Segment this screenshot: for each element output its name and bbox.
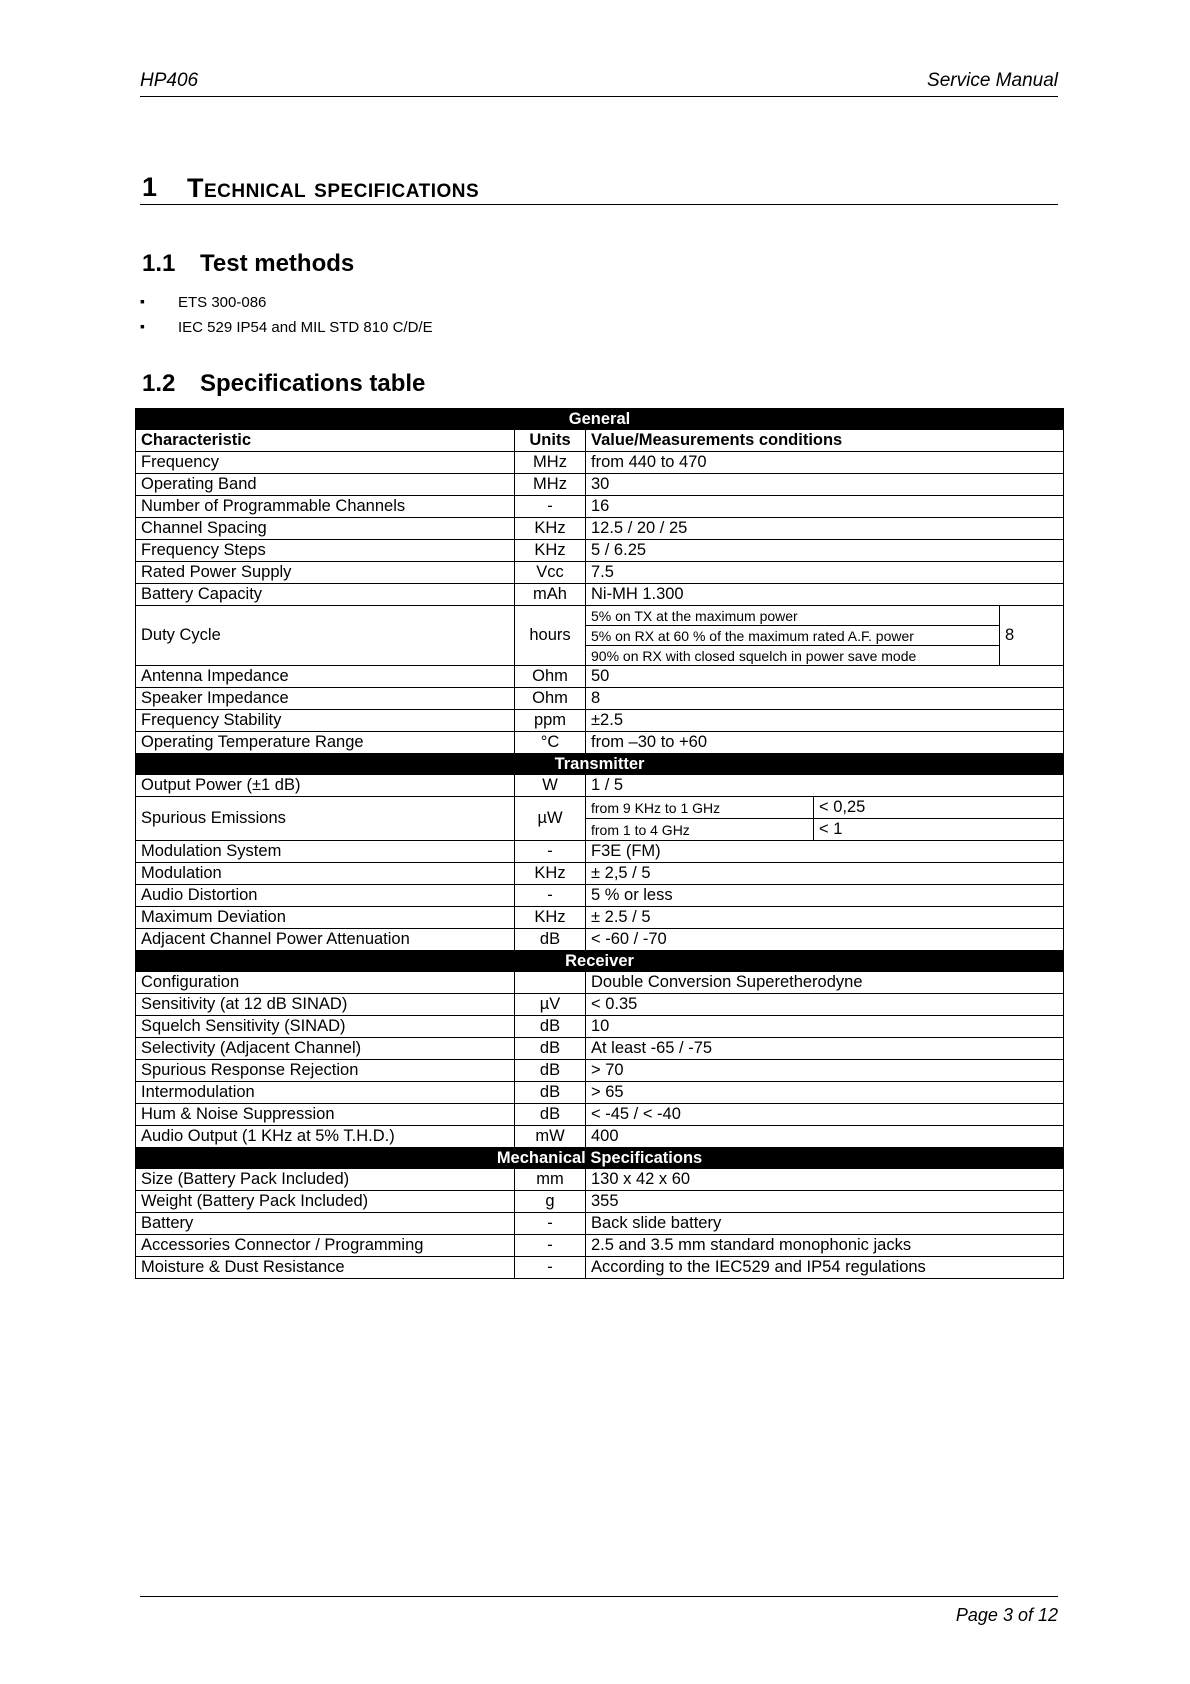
characteristic-cell: Frequency Stability	[136, 710, 515, 732]
table-row	[136, 1104, 1064, 1126]
specifications-table	[135, 408, 1064, 1279]
characteristic-cell: Audio Output (1 KHz at 5% T.H.D.)	[136, 1126, 515, 1148]
value-cell: > 70	[586, 1060, 1064, 1082]
units-cell: dB	[515, 929, 586, 951]
value-cell: 12.5 / 20 / 25	[586, 518, 1064, 540]
value-cell: 355	[586, 1191, 1064, 1213]
value-cell: Back slide battery	[586, 1213, 1064, 1235]
value-cell: 16	[586, 496, 1064, 518]
characteristic-cell: Weight (Battery Pack Included)	[136, 1191, 515, 1213]
section-row-mechanical	[136, 1148, 1064, 1169]
table-row	[136, 907, 1064, 929]
characteristic-cell: Adjacent Channel Power Attenuation	[136, 929, 515, 951]
section-row-receiver	[136, 951, 1064, 972]
column-header-value: Value/Measurements conditions	[586, 430, 1064, 452]
characteristic-cell: Audio Distortion	[136, 885, 515, 907]
page-header	[140, 70, 1058, 97]
table-row	[136, 929, 1064, 951]
table-row	[136, 710, 1064, 732]
characteristic-cell: Maximum Deviation	[136, 907, 515, 929]
units-cell: dB	[515, 1060, 586, 1082]
characteristic-cell: Squelch Sensitivity (SINAD)	[136, 1016, 515, 1038]
value-cell: 130 x 42 x 60	[586, 1169, 1064, 1191]
units-cell: W	[515, 775, 586, 797]
value-cell: 5 % or less	[586, 885, 1064, 907]
characteristic-cell: Moisture & Dust Resistance	[136, 1257, 515, 1279]
table-row	[136, 1257, 1064, 1279]
page-number: Page 3 of 12	[955, 1605, 1058, 1625]
test-methods-list	[140, 294, 433, 344]
condition-cell: 5% on TX at the maximum power	[586, 606, 1000, 626]
table-row	[136, 797, 1064, 819]
value-cell: 400	[586, 1126, 1064, 1148]
value-cell: ± 2.5 / 5	[586, 907, 1064, 929]
characteristic-cell: Number of Programmable Channels	[136, 496, 515, 518]
value-cell: from –30 to +60	[586, 732, 1064, 754]
header-doc-title: Service Manual	[927, 70, 1058, 91]
table-row	[136, 496, 1064, 518]
column-header-units: Units	[515, 430, 586, 452]
characteristic-cell: Antenna Impedance	[136, 666, 515, 688]
table-row	[136, 518, 1064, 540]
table-row	[136, 863, 1064, 885]
table-row	[136, 1169, 1064, 1191]
condition-cell: from 1 to 4 GHz	[586, 819, 814, 841]
units-cell: g	[515, 1191, 586, 1213]
section-row-transmitter-label: Transmitter	[136, 754, 1064, 775]
section-row-general: General	[136, 409, 1064, 430]
value-cell: from 440 to 470	[586, 452, 1064, 474]
table-row	[136, 1060, 1064, 1082]
table-row	[136, 1191, 1064, 1213]
units-cell: KHz	[515, 863, 586, 885]
table-row	[136, 474, 1064, 496]
value-cell: Double Conversion Superetherodyne	[586, 972, 1064, 994]
units-cell: -	[515, 1213, 586, 1235]
value-cell: ± 2,5 / 5	[586, 863, 1064, 885]
characteristic-cell: Operating Temperature Range	[136, 732, 515, 754]
table-row	[136, 885, 1064, 907]
characteristic-cell: Speaker Impedance	[136, 688, 515, 710]
table-row	[136, 688, 1064, 710]
characteristic-cell: Rated Power Supply	[136, 562, 515, 584]
table-row	[136, 562, 1064, 584]
value-cell: > 65	[586, 1082, 1064, 1104]
condition-cell: 90% on RX with closed squelch in power save mode	[586, 646, 1000, 666]
units-cell: dB	[515, 1104, 586, 1126]
characteristic-cell: Duty Cycle	[136, 606, 515, 666]
units-cell: dB	[515, 1038, 586, 1060]
units-cell: mAh	[515, 584, 586, 606]
column-header-characteristic: Characteristic	[136, 430, 515, 452]
value-cell: Ni-MH 1.300	[586, 584, 1064, 606]
units-cell: KHz	[515, 540, 586, 562]
table-row	[136, 732, 1064, 754]
table-row	[136, 972, 1064, 994]
units-cell: Ohm	[515, 666, 586, 688]
units-cell: Vcc	[515, 562, 586, 584]
value-cell: 8	[1000, 606, 1064, 666]
characteristic-cell: Size (Battery Pack Included)	[136, 1169, 515, 1191]
section-1-1-number: 1.1	[142, 250, 176, 277]
table-row	[136, 1213, 1064, 1235]
characteristic-cell: Hum & Noise Suppression	[136, 1104, 515, 1126]
section-1-2-number: 1.2	[142, 370, 176, 397]
characteristic-cell: Output Power (±1 dB)	[136, 775, 515, 797]
units-cell: KHz	[515, 518, 586, 540]
units-cell: hours	[515, 606, 586, 666]
table-row	[136, 1235, 1064, 1257]
section-row-transmitter	[136, 754, 1064, 775]
value-cell: 2.5 and 3.5 mm standard monophonic jacks	[586, 1235, 1064, 1257]
characteristic-cell: Configuration	[136, 972, 515, 994]
page-footer	[140, 1596, 1058, 1625]
value-cell: 5 / 6.25	[586, 540, 1064, 562]
characteristic-cell: Selectivity (Adjacent Channel)	[136, 1038, 515, 1060]
units-cell: -	[515, 1257, 586, 1279]
table-row	[136, 606, 1064, 626]
units-cell: -	[515, 841, 586, 863]
section-1-heading	[140, 170, 1058, 205]
characteristic-cell: Battery	[136, 1213, 515, 1235]
units-cell: MHz	[515, 452, 586, 474]
characteristic-cell: Sensitivity (at 12 dB SINAD)	[136, 994, 515, 1016]
characteristic-cell: Spurious Response Rejection	[136, 1060, 515, 1082]
value-cell: 30	[586, 474, 1064, 496]
section-1-1-title: Test methods	[200, 250, 355, 277]
table-row	[136, 584, 1064, 606]
units-cell: MHz	[515, 474, 586, 496]
condition-cell: from 9 KHz to 1 GHz	[586, 797, 814, 819]
table-row	[136, 1082, 1064, 1104]
units-cell	[515, 972, 586, 994]
list-item: ▪ ETS 300-086	[140, 294, 433, 319]
section-row-mechanical-label: Mechanical Specifications	[136, 1148, 1064, 1169]
units-cell: ppm	[515, 710, 586, 732]
units-cell: -	[515, 496, 586, 518]
value-cell: 50	[586, 666, 1064, 688]
units-cell: -	[515, 1235, 586, 1257]
section-1-number: 1	[142, 172, 158, 202]
units-cell: mW	[515, 1126, 586, 1148]
characteristic-cell: Modulation	[136, 863, 515, 885]
value-cell: 7.5	[586, 562, 1064, 584]
header-model: HP406	[140, 70, 199, 91]
value-cell: < -60 / -70	[586, 929, 1064, 951]
value-cell: ±2.5	[586, 710, 1064, 732]
section-row-receiver-label: Receiver	[136, 951, 1064, 972]
value-cell: < 0.35	[586, 994, 1064, 1016]
characteristic-cell: Modulation System	[136, 841, 515, 863]
characteristic-cell: Accessories Connector / Programming	[136, 1235, 515, 1257]
characteristic-cell: Spurious Emissions	[136, 797, 515, 841]
characteristic-cell: Battery Capacity	[136, 584, 515, 606]
units-cell: -	[515, 885, 586, 907]
table-row	[136, 540, 1064, 562]
table-row	[136, 1126, 1064, 1148]
units-cell: KHz	[515, 907, 586, 929]
units-cell: dB	[515, 1082, 586, 1104]
value-cell: According to the IEC529 and IP54 regulations	[586, 1257, 1064, 1279]
units-cell: µV	[515, 994, 586, 1016]
value-cell: < -45 / < -40	[586, 1104, 1064, 1126]
characteristic-cell: Frequency Steps	[136, 540, 515, 562]
characteristic-cell: Intermodulation	[136, 1082, 515, 1104]
value-cell: < 0,25	[814, 797, 1064, 819]
section-1-title: Technical specifications	[187, 173, 480, 203]
table-row	[136, 666, 1064, 688]
units-cell: °C	[515, 732, 586, 754]
value-cell: 8	[586, 688, 1064, 710]
units-cell: mm	[515, 1169, 586, 1191]
characteristic-cell: Operating Band	[136, 474, 515, 496]
list-item: ▪ IEC 529 IP54 and MIL STD 810 C/D/E	[140, 319, 433, 344]
value-cell: 10	[586, 1016, 1064, 1038]
value-cell: At least -65 / -75	[586, 1038, 1064, 1060]
table-row	[136, 775, 1064, 797]
characteristic-cell: Channel Spacing	[136, 518, 515, 540]
value-cell: 1 / 5	[586, 775, 1064, 797]
table-row	[136, 452, 1064, 474]
units-cell: Ohm	[515, 688, 586, 710]
table-row	[136, 841, 1064, 863]
characteristic-cell: Frequency	[136, 452, 515, 474]
value-cell: < 1	[814, 819, 1064, 841]
units-cell: dB	[515, 1016, 586, 1038]
table-row	[136, 994, 1064, 1016]
units-cell: µW	[515, 797, 586, 841]
section-1-2-title: Specifications table	[200, 370, 426, 397]
condition-cell: 5% on RX at 60 % of the maximum rated A.F. power	[586, 626, 1000, 646]
table-row	[136, 1038, 1064, 1060]
table-row	[136, 1016, 1064, 1038]
table-header-row	[136, 430, 1064, 452]
value-cell: F3E (FM)	[586, 841, 1064, 863]
